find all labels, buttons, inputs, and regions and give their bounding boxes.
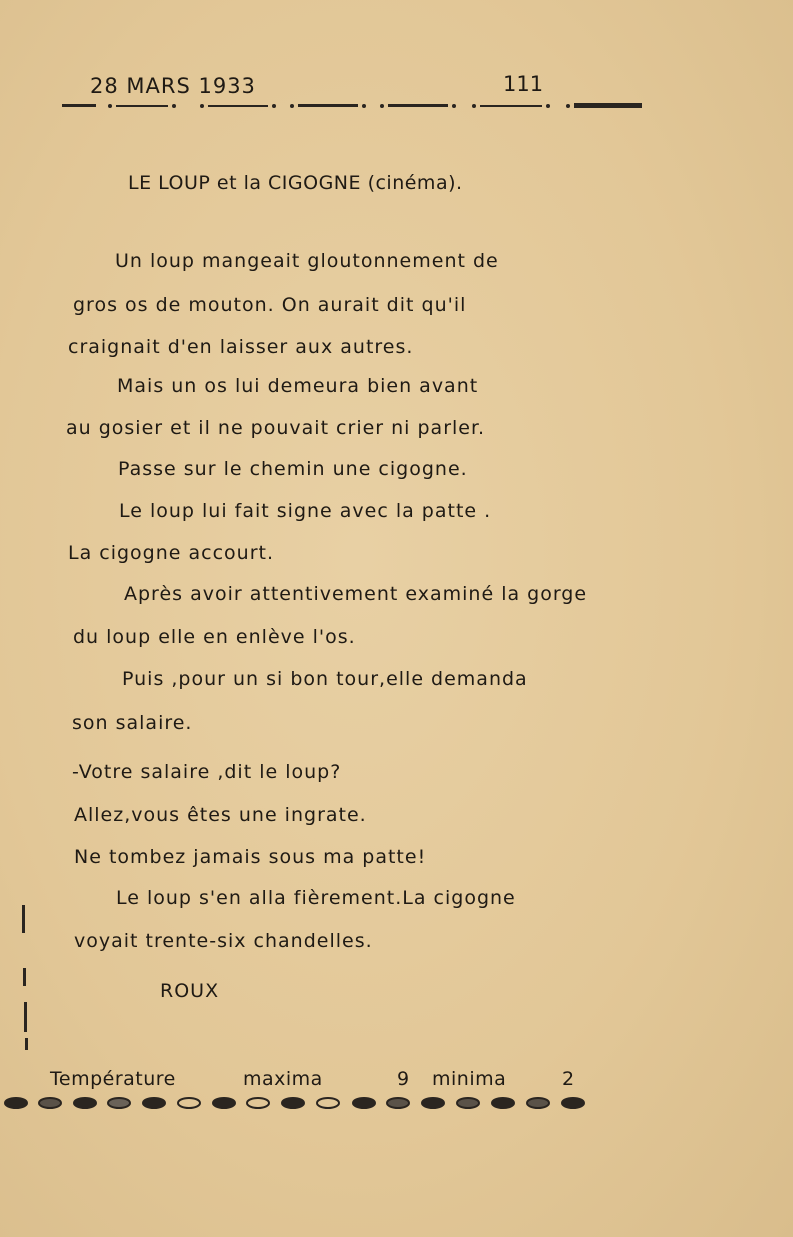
author-signature: ROUX <box>160 980 220 1002</box>
text-line: Ne tombez jamais sous ma patte! <box>74 846 427 868</box>
binding-mark <box>24 1002 27 1032</box>
text-line: Après avoir attentivement examiné la gorge <box>124 583 588 605</box>
temperature-min-label: minima <box>432 1068 507 1090</box>
text-line: gros os de mouton. On aurait dit qu'il <box>73 294 467 316</box>
ornament-border-bottom <box>0 1092 600 1114</box>
text-line: au gosier et il ne pouvait crier ni parler. <box>66 417 486 439</box>
text-line: Puis ,pour un si bon tour,elle demanda <box>122 668 528 690</box>
text-line: Le loup s'en alla fièrement.La cigogne <box>116 887 516 909</box>
page-number: 111 <box>503 72 544 96</box>
header-date: 28 MARS 1933 <box>90 74 256 98</box>
ornament-border-top <box>60 100 645 112</box>
text-line: voyait trente-six chandelles. <box>74 930 373 952</box>
temperature-label: Température <box>50 1068 176 1090</box>
text-line: La cigogne accourt. <box>68 542 275 564</box>
binding-mark <box>22 905 25 933</box>
binding-mark <box>23 968 26 986</box>
temperature-max-label: maxima <box>243 1068 323 1090</box>
temperature-max-value: 9 <box>397 1068 410 1090</box>
text-line: du loup elle en enlève l'os. <box>73 626 356 648</box>
text-line: son salaire. <box>72 712 193 734</box>
text-line: Mais un os lui demeura bien avant <box>117 375 479 397</box>
text-line: Allez,vous êtes une ingrate. <box>74 804 367 826</box>
temperature-min-value: 2 <box>562 1068 575 1090</box>
text-line: Passe sur le chemin une cigogne. <box>118 458 468 480</box>
text-line: -Votre salaire ,dit le loup? <box>72 761 342 783</box>
text-line: craignait d'en laisser aux autres. <box>68 336 414 358</box>
text-line: Le loup lui fait signe avec la patte . <box>119 500 492 522</box>
binding-mark <box>25 1038 28 1050</box>
text-line: Un loup mangeait gloutonnement de <box>115 250 499 272</box>
poem-title: LE LOUP et la CIGOGNE (cinéma). <box>128 172 463 194</box>
